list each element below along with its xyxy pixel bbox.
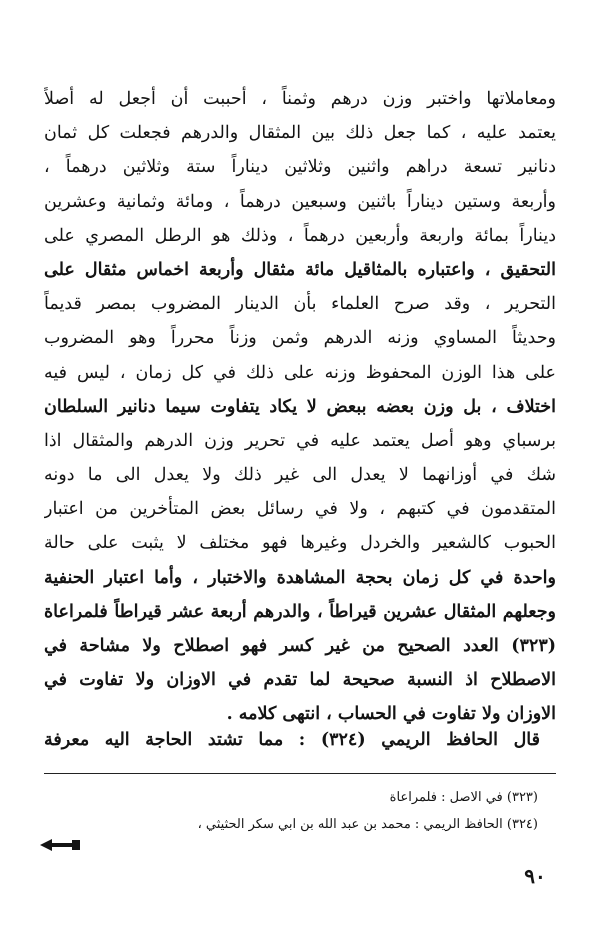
text-line: التحقيق ، واعتباره بالمثاقيل مائة مثقال وأربعة اخماس مثقال على [44, 259, 556, 280]
text-line: شك في أوزانهما لا يعدل الى غير ذلك ولا يعدل الى ما دونه [44, 465, 556, 486]
text-line: وأربعة وستين ديناراً باثنين وسبعين درهماً ، ومائة وثمانية وعشرين [44, 191, 556, 212]
main-text [44, 82, 556, 732]
text-line: على هذا الوزن المحفوظ وزنه على ذلك في كل زمان ، ليس فيه [44, 362, 556, 383]
text-line: التحرير ، وقد صرح العلماء بأن الدينار المضروب بمصر قديماً [44, 294, 556, 315]
text-line: واحدة في كل زمان بحجة المشاهدة والاختبار ، وأما اعتبار الحنفية [44, 567, 556, 588]
page-number: ٩٠ [524, 864, 546, 888]
text-line: الاصطلاح اذ النسبة صحيحة لما تقدم في الاوزان ولا تفاوت في [44, 670, 556, 691]
text-line: ومعاملاتها واختبر وزن درهم وثمناً ، أحببت أن أجعل له أصلاً [44, 89, 556, 109]
left-arrow-icon [40, 838, 86, 852]
text-line: يعتمد عليه ، كما جعل ذلك بين المثقال والدرهم فجعلت كل ثمان [44, 123, 556, 144]
text-line: وحديثاً المساوي وزنه الدرهم وثمن وزناً محرراً وهو المضروب [44, 328, 556, 349]
text-line: الاوزان ولا تفاوت في الحساب ، انتهى كلامه . [226, 704, 556, 725]
text-line: اختلاف ، بل وزن بعضه ببعض لا يكاد يتفاوت سيما دنانير السلطان [44, 396, 556, 417]
text-line: دنانير تسعة دراهم واثنين وثلاثين ديناراً ستة وثلاثين درهماً ، [44, 157, 556, 178]
footnote-divider [44, 773, 556, 774]
text-line: الحبوب كالشعير والخردل وغيرها فهو مختلف لا يثبت على حالة [44, 533, 556, 554]
footnote: (٣٢٣) في الاصل : فلمراعاة [389, 790, 538, 805]
text-line: ديناراً بمائة واربعة وأربعين درهماً ، وذلك هو الرطل المصري على [44, 225, 556, 246]
footnote: (٣٢٤) الحافظ الريمي : محمد بن عبد الله بن ابي سكر الحثيثي ، [197, 817, 538, 832]
text-line: برسباي وهو أصل يعتمد عليه في تحرير وزن الدرهم والمثقال اذا [44, 430, 556, 451]
quote-line: قال الحافظ الريمي (٣٢٤) : مما تشتد الحاجة اليه معرفة [44, 730, 540, 750]
text-line: المتقدمون في كتبهم ، ولا في رسائل بعض المتأخرين من اعتبار [44, 499, 556, 520]
text-line: وجعلهم المثقال عشرين قيراطاً ، والدرهم أربعة عشر قيراطاً فلمراعاة [44, 601, 556, 622]
text-line: (٣٢٣) العدد الصحيح من غير كسر فهو اصطلاح ولا مشاحة في [44, 636, 556, 656]
footnotes [44, 784, 538, 838]
